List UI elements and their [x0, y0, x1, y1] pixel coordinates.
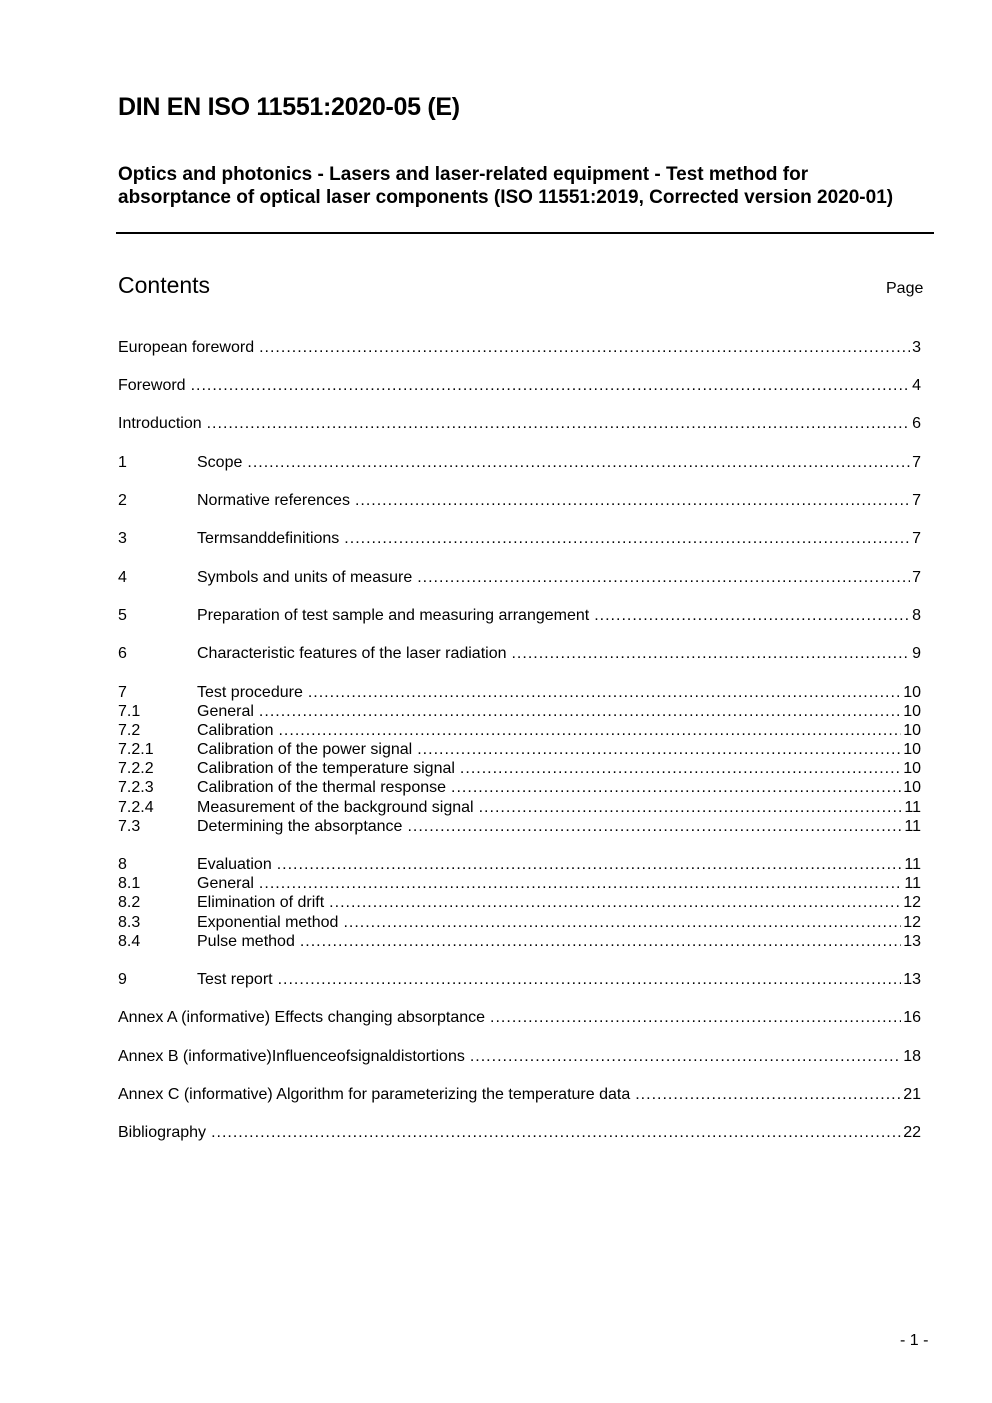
toc-entry-number: 7.2.3 — [118, 779, 154, 796]
toc-entry-title: Annex A (informative) Effects changing absorptance — [118, 1009, 486, 1026]
toc-entry-page: 18 — [903, 1048, 921, 1065]
toc-entry-page: 11 — [904, 818, 921, 835]
toc-entry-3[interactable] — [118, 529, 921, 549]
toc-entry-page: 6 — [912, 415, 921, 432]
toc-entry-title: Annex B (informative)Influenceofsignaldistortions — [118, 1048, 465, 1065]
toc-entry-number: 7.2 — [118, 722, 141, 739]
toc-entry-title: Symbols and units of measure — [197, 569, 413, 586]
toc-entry-annex-c[interactable] — [118, 1085, 921, 1105]
toc-leader-dots — [355, 491, 910, 511]
toc-leader-dots — [470, 1047, 901, 1067]
toc-entry-1[interactable] — [118, 453, 921, 473]
toc-entry-page: 12 — [903, 914, 921, 931]
toc-entry-title: Evaluation — [197, 856, 272, 873]
toc-entry-5[interactable] — [118, 606, 921, 626]
toc-entry-title: Introduction — [118, 415, 202, 432]
toc-entry-title: Bibliography — [118, 1124, 207, 1141]
toc-entry-number: 7.2.1 — [118, 741, 154, 758]
toc-entry-title: European foreword — [118, 339, 255, 356]
toc-entry-number: 3 — [118, 530, 127, 547]
toc-entry-number: 4 — [118, 569, 127, 586]
toc-leader-dots — [247, 453, 910, 473]
toc-entry-number: 7.2.4 — [118, 799, 154, 816]
toc-entry-page: 16 — [903, 1009, 921, 1026]
toc-entry-title: Test report — [197, 971, 273, 988]
toc-entry-page: 10 — [903, 760, 921, 777]
toc-leader-dots — [211, 1123, 901, 1143]
toc-entry-title: Test procedure — [197, 684, 303, 701]
toc-entry-page: 21 — [903, 1086, 921, 1103]
toc-entry-2[interactable] — [118, 491, 921, 511]
contents-heading: Contents — [118, 272, 211, 298]
title-rule — [116, 232, 934, 234]
toc-entry-number: 7.1 — [118, 703, 141, 720]
toc-entry-title: Determining the absorptance — [197, 818, 403, 835]
toc-entry-8-3[interactable] — [118, 913, 921, 933]
toc-entry-number: 5 — [118, 607, 127, 624]
toc-entry-title: Termsanddefinitions — [197, 530, 340, 547]
toc-entry-7-2-2[interactable] — [118, 759, 921, 779]
toc-entry-title: Preparation of test sample and measuring arrangement — [197, 607, 590, 624]
toc-entry-7-3[interactable] — [118, 817, 921, 837]
toc-entry-title: Pulse method — [197, 933, 295, 950]
toc-leader-dots — [259, 702, 901, 722]
toc-entry-number: 7.3 — [118, 818, 141, 835]
toc-entry-page: 11 — [904, 875, 921, 892]
toc-entry-title: Calibration of the power signal — [197, 741, 413, 758]
toc-entry-7-2-1[interactable] — [118, 740, 921, 760]
toc-entry-page: 10 — [903, 722, 921, 739]
toc-leader-dots — [407, 817, 902, 837]
toc-leader-dots — [460, 759, 901, 779]
toc-leader-dots — [511, 644, 910, 664]
toc-entry-number: 8.4 — [118, 933, 141, 950]
toc-entry-number: 2 — [118, 492, 127, 509]
toc-entry-page: 3 — [912, 339, 921, 356]
toc-entry-page: 11 — [904, 799, 921, 816]
toc-entry-8-2[interactable] — [118, 893, 921, 913]
toc-leader-dots — [344, 529, 910, 549]
toc-entry-foreword[interactable] — [118, 376, 921, 396]
toc-leader-dots — [278, 970, 902, 990]
toc-entry-page: 22 — [903, 1124, 921, 1141]
toc-entry-page: 13 — [903, 971, 921, 988]
toc-entry-page: 13 — [903, 933, 921, 950]
toc-entry-page: 10 — [903, 779, 921, 796]
toc-entry-page: 7 — [912, 530, 921, 547]
toc-leader-dots — [329, 893, 901, 913]
toc-entry-page: 7 — [912, 492, 921, 509]
document-subtitle: Optics and photonics - Lasers and laser-related equipment - Test method for absorptance of optical laser components (ISO 11551:2019, Corrected version 2020-01) — [118, 164, 894, 208]
toc-entry-page: 10 — [903, 703, 921, 720]
toc-entry-title: Exponential method — [197, 914, 339, 931]
toc-leader-dots — [490, 1008, 901, 1028]
toc-leader-dots — [417, 568, 910, 588]
toc-entry-8-4[interactable] — [118, 932, 921, 952]
toc-leader-dots — [594, 606, 910, 626]
toc-leader-dots — [343, 913, 901, 933]
toc-leader-dots — [207, 414, 910, 434]
toc-entry-title: General — [197, 875, 254, 892]
toc-entry-9[interactable] — [118, 970, 921, 990]
toc-entry-page: 10 — [903, 684, 921, 701]
toc-leader-dots — [300, 932, 901, 952]
toc-entry-number: 8.1 — [118, 875, 141, 892]
toc-leader-dots — [479, 798, 903, 818]
toc-entry-number: 7 — [118, 684, 127, 701]
toc-entry-number: 8.2 — [118, 894, 141, 911]
toc-entry-bibliography[interactable] — [118, 1123, 921, 1143]
toc-entry-number: 7.2.2 — [118, 760, 154, 777]
toc-entry-title: Calibration of the temperature signal — [197, 760, 455, 777]
toc-entry-page: 9 — [912, 645, 921, 662]
toc-entry-annex-b[interactable] — [118, 1047, 921, 1067]
toc-entry-page: 12 — [903, 894, 921, 911]
toc-leader-dots — [451, 778, 901, 798]
toc-entry-title: Calibration of the thermal response — [197, 779, 447, 796]
toc-entry-8-1[interactable] — [118, 874, 921, 894]
toc-entry-annex-a[interactable] — [118, 1008, 921, 1028]
toc-entry-page: 10 — [903, 741, 921, 758]
toc-leader-dots — [277, 855, 903, 875]
toc-entry-title: General — [197, 703, 254, 720]
toc-entry-7-2[interactable] — [118, 721, 921, 741]
toc-entry-title: Measurement of the background signal — [197, 799, 474, 816]
toc-leader-dots — [278, 721, 901, 741]
toc-entry-8[interactable] — [118, 855, 921, 875]
toc-entry-number: 6 — [118, 645, 127, 662]
toc-entry-introduction[interactable] — [118, 414, 921, 434]
toc-entry-title: Scope — [197, 454, 243, 471]
toc-leader-dots — [259, 874, 902, 894]
toc-leader-dots — [191, 376, 911, 396]
toc-leader-dots — [635, 1085, 901, 1105]
document-title: DIN EN ISO 11551:2020-05 (E) — [118, 93, 460, 121]
toc-leader-dots — [417, 740, 901, 760]
page-number: - 1 - — [900, 1332, 929, 1349]
toc-leader-dots — [308, 683, 901, 703]
toc-entry-title: Calibration — [197, 722, 274, 739]
toc-entry-title: Characteristic features of the laser radiation — [197, 645, 507, 662]
toc-entry-7-2-4[interactable] — [118, 798, 921, 818]
toc-entry-7[interactable] — [118, 683, 921, 703]
toc-entry-number: 1 — [118, 454, 127, 471]
toc-entry-4[interactable] — [118, 568, 921, 588]
toc-entry-6[interactable] — [118, 644, 921, 664]
toc-entry-7-1[interactable] — [118, 702, 921, 722]
toc-entry-european-foreword[interactable] — [118, 338, 921, 358]
toc-entry-number: 8.3 — [118, 914, 141, 931]
toc-entry-7-2-3[interactable] — [118, 778, 921, 798]
toc-entry-number: 9 — [118, 971, 127, 988]
toc-entry-page: 7 — [912, 569, 921, 586]
toc-entry-title: Elimination of drift — [197, 894, 325, 911]
toc-entry-title: Normative references — [197, 492, 350, 509]
toc-entry-title: Annex C (informative) Algorithm for parameterizing the temperature data — [118, 1086, 631, 1103]
toc-entry-page: 7 — [912, 454, 921, 471]
toc-entry-number: 8 — [118, 856, 127, 873]
toc-entry-title: Foreword — [118, 377, 186, 394]
toc-leader-dots — [259, 338, 910, 358]
toc-entry-page: 8 — [912, 607, 921, 624]
page-column-label: Page — [886, 280, 924, 297]
toc-entry-page: 11 — [904, 856, 921, 873]
toc-entry-page: 4 — [912, 377, 921, 394]
